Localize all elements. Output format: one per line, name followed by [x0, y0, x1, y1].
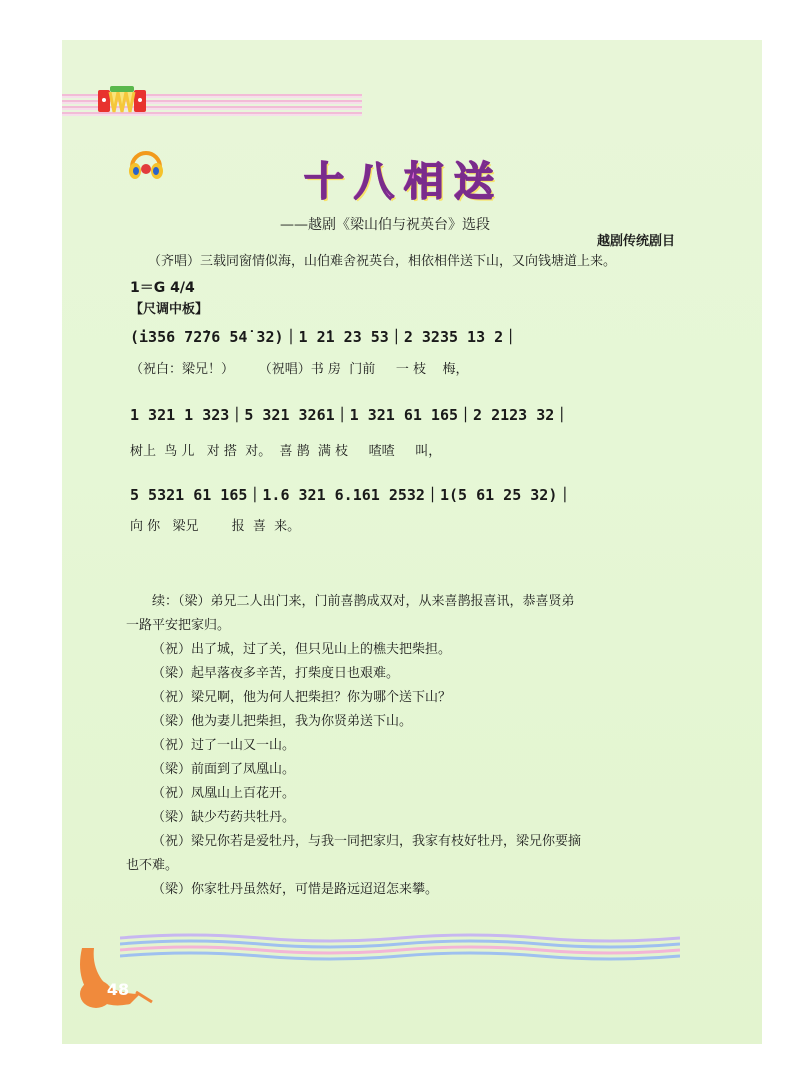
notation-line-1: (i356 72̇76 54̇ 32)｜1 2̇1 23 53｜2 3235 13 2｜	[130, 328, 519, 346]
dialog-line: （祝）出了城，过了关，但只见山上的樵夫把柴担。	[152, 642, 452, 657]
dialog-line: 一路平安把家归。	[126, 618, 231, 633]
decorative-wave	[120, 930, 680, 968]
dialog-line: （祝）过了一山又一山。	[152, 738, 296, 753]
notation-line-2: 1 321 1 323｜5 321 3261｜1 321 61 165｜2 2123 32｜	[130, 406, 570, 424]
subtitle: ——越剧《梁山伯与祝英台》选段	[280, 217, 490, 233]
tempo-marking: 【尺调中板】	[130, 302, 209, 317]
lyric-line-2: 树上 鸟 儿 对 搭 对。 喜 鹊 满 枝 喳喳 叫，	[130, 444, 442, 459]
horn-icon	[74, 944, 154, 1014]
lyric-line-1: （祝白：梁兄！） （祝唱）书 房 门前 一 枝 梅，	[130, 362, 469, 377]
dialog-text	[126, 590, 686, 902]
dialog-line: （祝）梁兄你若是爱牡丹，与我一同把家归，我家有枝好牡丹，梁兄你要摘	[152, 834, 582, 849]
key-signature: 1＝G 4/4	[130, 280, 195, 296]
dialog-line: （梁）你家牡丹虽然好，可惜是路远迢迢怎来攀。	[152, 882, 439, 897]
dialog-line: （梁）前面到了凤凰山。	[152, 762, 296, 777]
accordion-icon	[96, 82, 148, 118]
dialog-line: （梁）缺少芍药共牡丹。	[152, 810, 296, 825]
source-label: 越剧传统剧目	[596, 234, 675, 249]
page-title: 十八相送	[304, 159, 504, 205]
dialog-line: 也不难。	[126, 858, 179, 873]
dialog-line: （梁）他为妻儿把柴担，我为你贤弟送下山。	[152, 714, 413, 729]
lyric-line-3: 向 你 梁兄 报 喜 来。	[130, 519, 301, 534]
intro-text: （齐唱）三载同窗情似海，山伯难舍祝英台，相依相伴送下山，又向钱塘道上来。	[148, 254, 617, 269]
dialog-line: 续：（梁）弟兄二人出门来，门前喜鹊成双对，从来喜鹊报喜讯，恭喜贤弟	[152, 594, 575, 609]
dialog-line: （祝）凤凰山上百花开。	[152, 786, 296, 801]
headphones-icon	[126, 145, 166, 185]
dialog-line: （梁）起早落夜多辛苦，打柴度日也艰难。	[152, 666, 400, 681]
page-number: 48	[106, 980, 130, 999]
dialog-line: （祝）梁兄啊，他为何人把柴担？你为哪个送下山？	[152, 690, 452, 705]
notation-line-3: 5 5321 61 165｜1.6 321 6.161 2532｜1(5 61 25 32)｜	[130, 486, 573, 504]
